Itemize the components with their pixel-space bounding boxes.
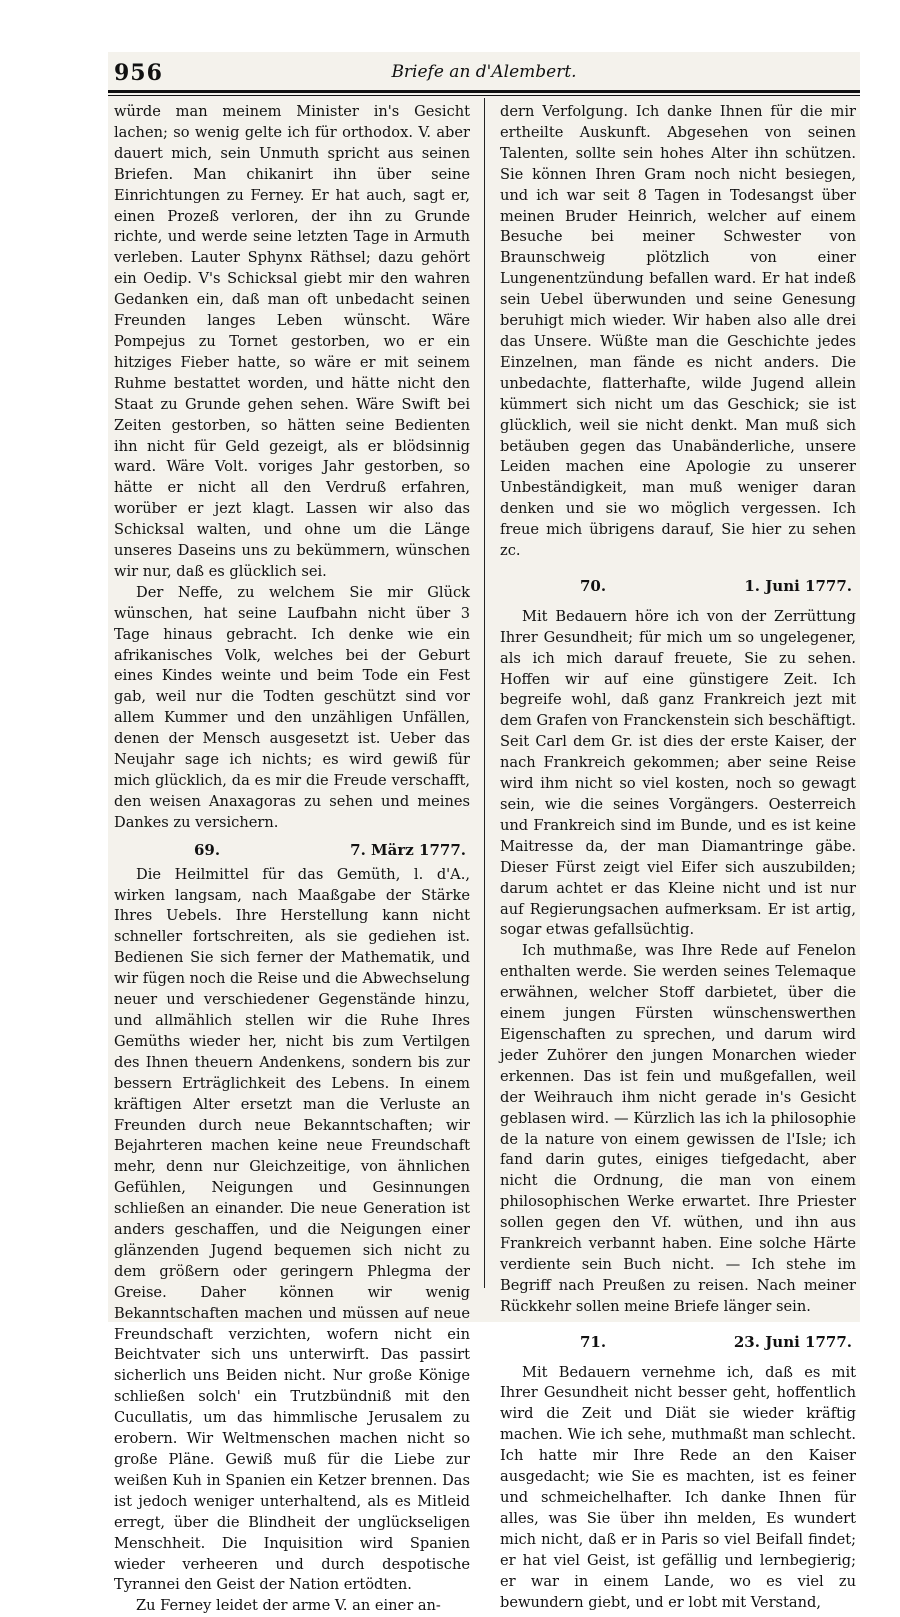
letter-date: 1. Juni 1777. [744,576,852,595]
paragraph: Zu Ferney leidet der arme V. an einer an- [136,1597,441,1615]
right-column [500,102,856,1613]
paragraph: Der Neffe, zu welchem Sie mir Glück wünschen, hat seine Laufbahn nicht über 3 Tage hinaus gebracht. Ich denke wie ein afrikanisches Volk, welches bei der Geburt eines Kindes weinte und beim Tode ein Fest gab, weil nur die Todten geschützt sind vor allem Kummer und den unzähligen Unfällen, denen der Mensch ausgesetzt ist. Ueber das Neujahr sage ich nichts; es wird gewiß für mich glücklich, da es mir die Freude verschafft, den weisen Anaxagoras zu sehen und meines Dankes zu versichern. [114,583,470,831]
paragraph: Mit Bedauern höre ich von der Zerrüttung Ihrer Gesundheit; für mich um so ungelegener, als ich mich darauf freuete, Sie zu sehen. Hoffen wir auf eine günstigere Zeit. Ich begreife wohl, daß ganz Frankreich jezt mit dem Grafen von Franckenstein sich beschäftigt. Seit Carl dem Gr. ist dies der erste Kaiser, der nach Frankreich gekommen; aber seine Reise wird ihm nicht so viel kosten, noch so gewagt sein, wie die seines Vorgängers. Oesterreich und Frankreich sind im Bunde, und es ist keine Maitresse da, der man Diamantringe gäbe. Dieser Fürst zeigt viel Eifer sich auszubilden; darum achtet er das Kleine nicht und ist nur auf Regierungsachen aufmerksam. Er ist artig, sogar etwas gefallsüchtig. [500,607,856,939]
letter-heading-69 [114,840,470,861]
book-page [108,52,860,1615]
page-header [108,56,860,88]
paragraph: Die Heilmittel für das Gemüth, l. d'A., wirken langsam, nach Maaßgabe der Stärke Ihres Uebels. Ihre Herstellung kann nicht schneller fortschreiten, als sie gediehen ist. Bedienen Sie sich ferner der Mathematik, und wir fügen noch die Reise und die Abwechselung neuer und verschiedener Gegenstände hinzu, und allmählich stellen wir die Ruhe Ihres Gemüths wieder her, nicht bis zum Vertilgen des Ihnen theuern Andenkens, sondern bis zur bessern Erträglichkeit des Lebens. In einem kräftigen Alter ersetzt man die Verluste an Freunden durch neue Bekanntschaften; wir Bejahrteren machen keine neue Freundschaft mehr, denn nur Gleichzeitige, von ähnlichen Gefühlen, Neigungen und Gesinnungen schließen an einander. Die neue Generation ist anders geschaffen, und die Neigungen einer glänzenden Jugend bequemen sich nicht zu dem größern oder geringern Phlegma der Greise. Daher können wir wenig Bekanntschaften machen und müssen auf neue Freundschaft verzichten, wofern nicht ein Beichtvater sich uns unterwirft. Das passirt sicherlich uns Beiden nicht. Nur große Könige schließen solch' ein Trutzbündniß mit den Cucullatis, um das himmlische Jerusalem zu erobern. Wir Weltmenschen machen nicht so große Pläne. Gewiß muß für die Liebe zur weißen Kuh in Spanien ein Ketzer brennen. Das ist jedoch weniger unterhaltend, als es Mitleid erregt, über die Blindheit der unglückseligen Menschheit. Die Inquisition wird Spanien wieder verheeren und durch despotische Tyrannei den Geist der Nation ertödten. [114,865,470,1594]
paragraph: würde man meinem Minister in's Gesicht lachen; so wenig gelte ich für orthodox. V. aber dauert mich, sein Unmuth spricht aus seinen Briefen. Man chikanirt ihn über seine Einrichtungen zu Ferney. Er hat auch, sagt er, einen Prozeß verloren, der ihn zu Grunde richte, und werde seine letzten Tage in Armuth verleben. Lauter Sphynx Räthsel; dazu gehört ein Oedip. V's Schicksal giebt mir den wahren Gedanken ein, daß man oft unbedacht seinen Freunden langes Leben wünscht. Wäre Pompejus zu Tornet gestorben, wo er ein hitziges Fieber hatte, so wäre er mit seinem Ruhme bestattet worden, und hätte nicht den Staat zu Grunde gehen sehen. Wäre Swift bei Zeiten gestorben, so hätten seine Bedienten ihn nicht für Geld gezeigt, als er blödsinnig ward. Wäre Volt. voriges Jahr gestorben, so hätte er nicht all den Verdruß erfahren, worüber er jezt klagt. Lassen wir also das Schicksal walten, und ohne um die Länge unseres Daseins uns zu bekümmern, wünschen wir nur, daß es glücklich sei. [114,103,470,580]
letter-heading-70 [500,576,856,597]
paragraph: Mit Bedauern vernehme ich, daß es mit Ihrer Gesundheit nicht besser geht, hoffentlich wird die Zeit und Diät sie wieder kräftig machen. Wie ich sehe, muthmaßt man schlecht. Ich hatte mir Ihre Rede an den Kaiser ausgedacht; wie Sie es machten, ist es feiner und schmeichelhafter. Ich danke Ihnen für alles, was Sie über ihn melden, Es wundert mich nicht, daß er in Paris so viel Beifall findet; er hat viel Geist, ist gefällig und lernbegierig; er war in einem Lande, wo es viel zu bewundern giebt, und er lobt mit Verstand, [500,1363,856,1611]
letter-number: 69. [194,840,221,859]
letter-number: 70. [580,576,607,595]
paragraph: Ich muthmaße, was Ihre Rede auf Fenelon enthalten werde. Sie werden seines Telemaque erwähnen, welcher Stoff darbietet, über die einem jungen Fürsten wünschenswerthen Eigenschaften zu sprechen, und darum wird jeder Zuhörer den jungen Monarchen wieder erkennen. Das ist fein und mußgefallen, weil der Weihrauch ihm nicht gerade in's Gesicht geblasen wird. — Kürzlich las ich la philosophie de la nature von einem gewissen de l'Isle; ich fand darin gutes, einiges tiefgedacht, aber nicht die Ordnung, die man von einem philosophischen Werke erwartet. Ihre Priester sollen gegen den Vf. wüthen, und ihn aus Frankreich verbannt haben. Eine solche Härte verdiente sein Buch nicht. — Ich stehe im Begriff nach Preußen zu reisen. Nach meiner Rückkehr sollen meine Briefe länger sein. [500,942,856,1315]
header-rule-thin [108,95,860,96]
paragraph: dern Verfolgung. Ich danke Ihnen für die mir ertheilte Auskunft. Abgesehen von seinen Talenten, sollte sein hohes Alter ihn schützen. Sie können Ihren Gram noch nicht besiegen, und ich war seit 8 Tagen in Todesangst über meinen Bruder Heinrich, welcher auf einem Besuche bei meiner Schwester von Braunschweig plötzlich von einer Lungenentzündung befallen ward. Er hat indeß sein Uebel überwunden und seine Genesung beruhigt mich wieder. Wir haben also alle drei das Unsere. Wüßte man die Geschichte jedes Einzelnen, man fände es nicht anders. Die unbedachte, flatterhafte, wilde Jugend allein kümmert sich nicht um das Geschick; sie ist glücklich, weil sie nicht denkt. Man muß sich betäuben gegen das Unabänderliche, unsere Leiden machen eine Apologie zu unserer Unbeständigkeit, man muß weniger daran denken und sie wo möglich vergessen. Ich freue mich übrigens darauf, Sie hier zu sehen zc. [500,103,856,560]
running-head: Briefe an d'Alembert. [391,62,577,82]
page-number: 956 [114,60,163,86]
letter-date: 23. Juni 1777. [733,1332,852,1351]
header-rule [108,90,860,93]
letter-number: 71. [580,1332,607,1351]
letter-date: 7. März 1777. [350,840,466,859]
left-column [114,102,470,1617]
column-divider [484,98,485,1288]
